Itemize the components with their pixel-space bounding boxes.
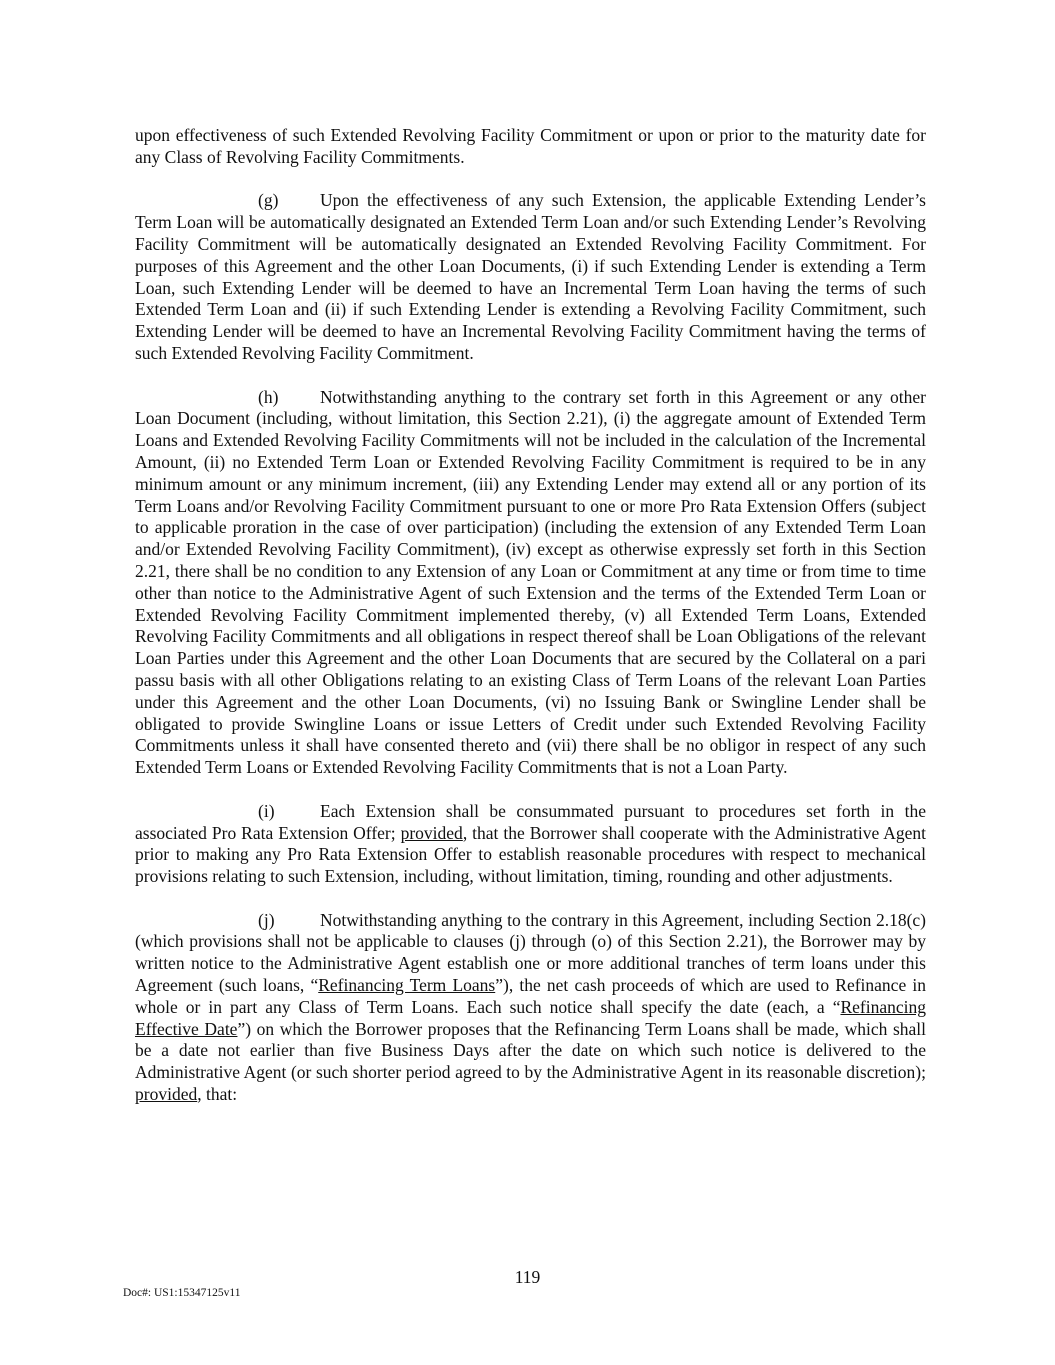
paragraph-j-text-2: ”), the net cash proceeds of which are used to Refinance in whole or in part any Class of Term Loans. Each such notice shall specify the date (each, a “	[135, 975, 926, 1017]
paragraph-j-text-3: ”) on which the Borrower proposes that the Refinancing Term Loans shall be made, which shall be a date not earlier than five Business Days after the date on which such notice is delivered to the Administrative Agent (or such shorter period agreed to by the Administrative Agent in its reasonable discretion);	[135, 1018, 927, 1083]
paragraph-h	[135, 387, 926, 779]
defined-term-refinancing-term-loans: Refinancing Term Loans	[318, 975, 496, 996]
paragraph-j	[135, 910, 926, 1106]
defined-term-refinancing-effective-date: Refinancing Effective Date	[135, 996, 926, 1039]
paragraph-j-label: (j)	[258, 909, 275, 930]
paragraph-g	[135, 190, 926, 364]
paragraph-g-label: (g)	[258, 190, 279, 211]
paragraph-i-text-1: Each Extension shall be consummated pursuant to procedures set forth in the associated Pro Rata Extension Offer;	[135, 800, 926, 843]
document-id: Doc#: US1:15347125v11	[123, 1287, 241, 1299]
paragraph-i-label: (i)	[258, 800, 275, 821]
paragraph-i	[135, 801, 926, 888]
provided-term: provided	[135, 1084, 198, 1105]
paragraph-h-label: (h)	[258, 386, 279, 407]
paragraph-g-text: Upon the effectiveness of any such Extension, the applicable Extending Lender’s Term Loan will be automatically designated an Extended Term Loan and/or such Extending Lender’s Revolving Facility Commitment will be automatically designated an Extended Revolving Facility Commitment. For purposes of this Agreement and the other Loan Documents, (i) if such Extending Lender is extending a Term Loan, such Extending Lender will be deemed to have an Incremental Term Loan having the terms of such Extended Term Loan and (ii) if such Extending Lender is extending a Revolving Facility Commitment, such Extending Lender will be deemed to have an Incremental Revolving Facility Commitment having the terms of such Extended Revolving Facility Commitment.	[135, 190, 926, 363]
document-body	[135, 125, 926, 1128]
paragraph-j-text-4: , that:	[197, 1084, 238, 1105]
page-number: 119	[514, 1267, 541, 1287]
provided-term: provided	[400, 822, 463, 843]
paragraph-f-continuation: upon effectiveness of such Extended Revolving Facility Commitment or upon or prior to the maturity date for any Class of Revolving Facility Commitments.	[135, 125, 926, 167]
paragraph-j-text-1: Notwithstanding anything to the contrary in this Agreement, including Section 2.18(c) (which provisions shall not be applicable to clauses (j) through (o) of this Section 2.21), the Borrower may by written notice to the Administrative Agent establish one or more additional tranches of term loans under this Agreement (such loans, “	[135, 909, 926, 996]
paragraph-i-text-2: , that the Borrower shall cooperate with the Administrative Agent prior to making any Pro Rata Extension Offer to establish reasonable procedures with respect to mechanical provisions relating to such Extension, including, without limitation, timing, rounding and other adjustments.	[135, 822, 926, 887]
paragraph-h-text: Notwithstanding anything to the contrary set forth in this Agreement or any other Loan Document (including, without limitation, this Section 2.21), (i) the aggregate amount of Extended Term Loans and Extended Revolving Facility Commitments will not be included in the calculation of the Incremental Amount, (ii) no Extended Term Loan or Extended Revolving Facility Commitment is required to be in any minimum amount or any minimum increment, (iii) any Extending Lender may extend all or any portion of its Term Loans and/or Revolving Facility Commitment pursuant to one or more Pro Rata Extension Offers (subject to applicable proration in the case of over participation) (including the extension of any Extended Term Loan and/or Extended Revolving Facility Commitment), (iv) except as otherwise expressly set forth in this Section 2.21, there shall be no condition to any Extension of any Loan or Commitment at any time or from time to time other than notice to the Administrative Agent of such Extension and the terms of the Extended Term Loan or Extended Revolving Facility Commitment implemented thereby, (v) all Extended Term Loans, Extended Revolving Facility Commitments and all obligations in respect thereof shall be Loan Obligations of the relevant Loan Parties under this Agreement and the other Loan Documents that are secured by the Collateral on a pari passu basis with all other Obligations relating to an existing Class of Term Loans of the relevant Loan Parties under this Agreement and the other Loan Documents, (vi) no Issuing Bank or Swingline Lender shall be obligated to provide Swingline Loans or issue Letters of Credit under such Extended Revolving Facility Commitments unless it shall have consented thereto and (vii) there shall be no obligor in respect of any such Extended Term Loans or Extended Revolving Facility Commitments that is not a Loan Party.	[135, 386, 926, 778]
